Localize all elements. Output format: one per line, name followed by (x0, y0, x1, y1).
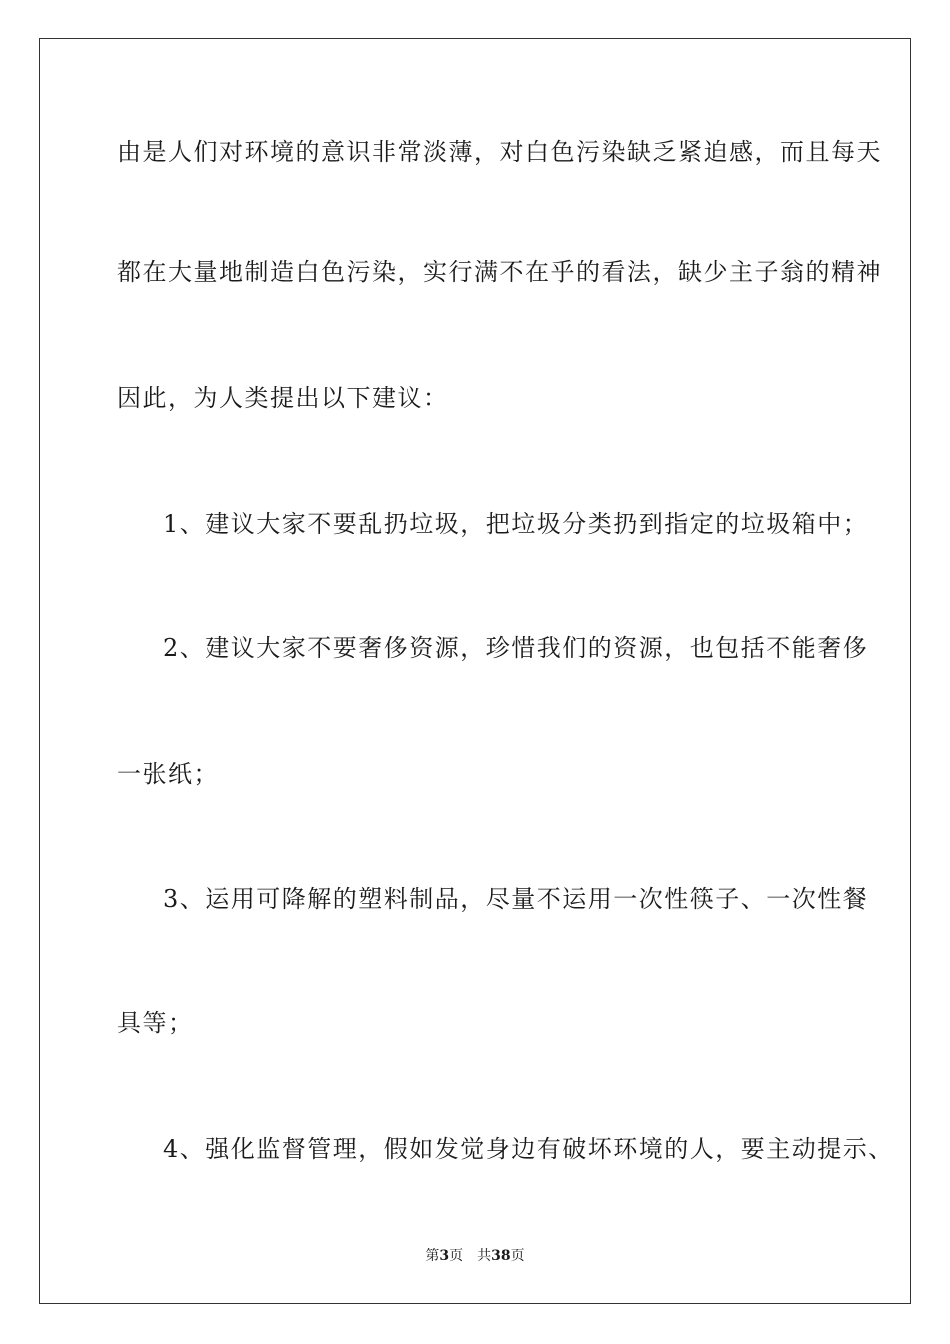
list-item-1: 1、建议大家不要乱扔垃圾，把垃圾分类扔到指定的垃圾箱中； (163, 510, 869, 538)
list-item-4: 4、强化监督管理，假如发觉身边有破坏环境的人，要主动提示、 (163, 1135, 894, 1163)
body-line-1: 由是人们对环境的意识非常淡薄，对白色污染缺乏紧迫感，而且每天 (117, 138, 882, 166)
body-line-3: 因此，为人类提出以下建议： (117, 384, 449, 412)
footer-page-suffix: 页 (449, 1248, 464, 1264)
footer-page-number: 3 (439, 1248, 450, 1264)
body-line-2: 都在大量地制造白色污染，实行满不在乎的看法，缺少主子翁的精神 (117, 258, 882, 286)
footer-total-pages: 38 (491, 1248, 511, 1264)
list-item-3-continuation: 具等； (117, 1009, 194, 1037)
footer-total-prefix: 共 (477, 1248, 492, 1264)
footer-page-prefix: 第 (425, 1248, 440, 1264)
page-footer (0, 1246, 950, 1266)
page-border (39, 38, 911, 1304)
list-item-3: 3、运用可降解的塑料制品，尽量不运用一次性筷子、一次性餐 (163, 885, 869, 913)
list-item-2-continuation: 一张纸； (117, 760, 219, 788)
footer-total-suffix: 页 (510, 1248, 525, 1264)
list-item-2: 2、建议大家不要奢侈资源，珍惜我们的资源，也包括不能奢侈 (163, 634, 869, 662)
